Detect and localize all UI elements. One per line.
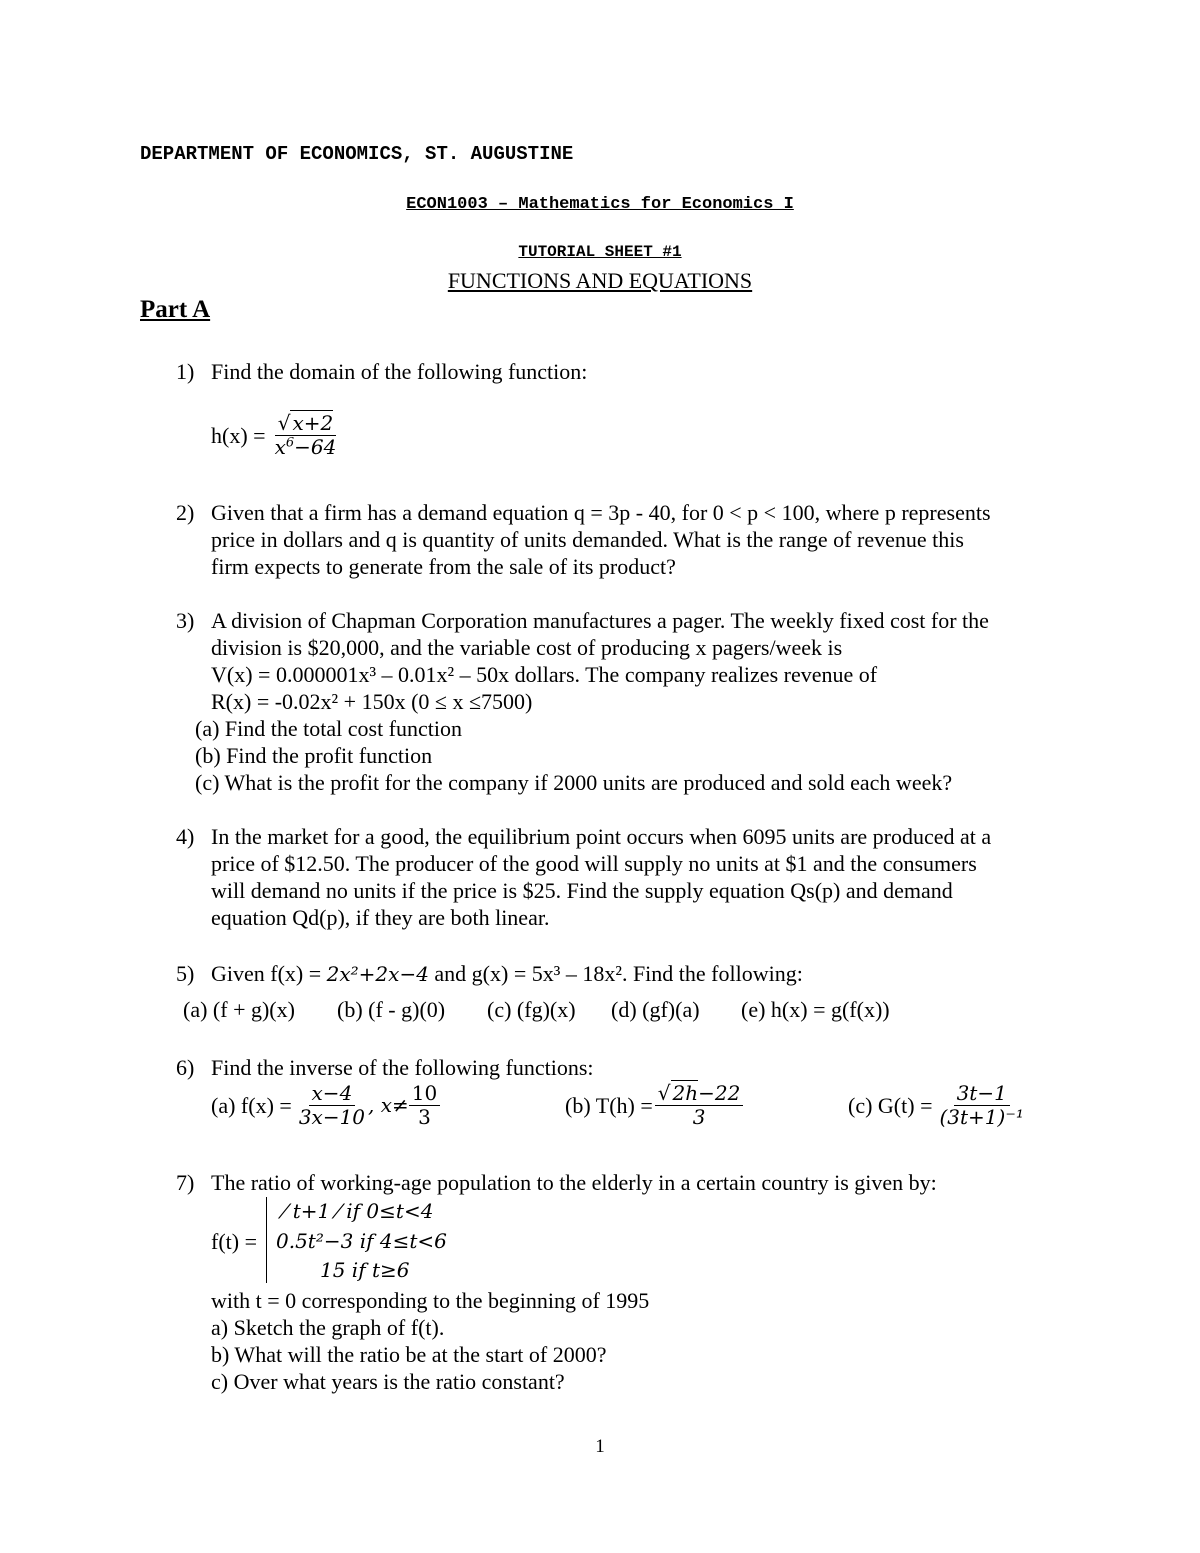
q7-part-b: b) What will the ratio be at the start of 2000?: [211, 1342, 607, 1367]
q5-rest: and g(x) = 5x³ – 18x². Find the following:: [434, 961, 803, 986]
topic-title: FUNCTIONS AND EQUATIONS: [447, 268, 753, 293]
q1-text: Find the domain of the following function:: [211, 359, 588, 384]
q6-c-denominator: (3t+1)⁻¹: [939, 1105, 1024, 1129]
q5-number: 5): [176, 961, 195, 986]
q6-c-formula: [848, 1082, 1027, 1129]
q5-part-e: (e) h(x) = g(f(x)): [741, 997, 890, 1022]
page-number: 1: [595, 1436, 605, 1457]
q7-lhs: f(t) =: [211, 1229, 257, 1254]
q6-a-denominator: 3x−10: [298, 1105, 366, 1129]
q6-b-formula: [565, 1082, 743, 1129]
q7-note: with t = 0 corresponding to the beginning of 1995: [211, 1288, 650, 1313]
q7-part-c: c) Over what years is the ratio constant?: [211, 1369, 565, 1394]
q6-b-denominator: 3: [692, 1105, 706, 1129]
q6-b-num-rest: −22: [698, 1081, 741, 1105]
q3-part-c: (c) What is the profit for the company if 2000 units are produced and sold each week?: [195, 770, 953, 795]
q1-den-base: x: [274, 435, 286, 459]
q1-numerator: x+2: [292, 411, 334, 435]
q6-b-sqrt: 2h: [672, 1081, 699, 1105]
q7-text: The ratio of working-age population to the elderly in a certain country is given by:: [211, 1170, 937, 1195]
q1-den-rest: −64: [294, 435, 337, 459]
q5-part-a: (a) (f + g)(x): [183, 997, 295, 1022]
q6-text: Find the inverse of the following functions:: [211, 1055, 594, 1080]
q2-number: 2): [176, 500, 195, 525]
q6-a-cond-denominator: 3: [418, 1105, 431, 1129]
q3-part-a: (a) Find the total cost function: [195, 716, 462, 741]
q5-part-c: (c) (fg)(x): [487, 997, 576, 1022]
q1-formula: [211, 412, 339, 459]
q6-a-cond-fraction: [409, 1082, 440, 1129]
q3-line-4: R(x) = -0.02x² + 150x (0 ≤ x ≤7500): [211, 689, 533, 714]
q3-number: 3): [176, 608, 195, 633]
q5-given-label: Given f(x) =: [211, 961, 322, 986]
q7-case-1: ⁄ t+1 ⁄ if 0≤t<4: [283, 1199, 434, 1223]
q3-part-b: (b) Find the profit function: [195, 743, 433, 768]
q6-a-condition: , x≠: [368, 1093, 409, 1117]
q4-line-4: equation Qd(p), if they are both linear.: [211, 905, 550, 930]
q1-den-exp: 6: [285, 435, 295, 451]
q2-line-1: Given that a firm has a demand equation q = 3p - 40, for 0 < p < 100, where p represents: [211, 500, 991, 525]
q6-b-lhs: (b) T(h) =: [565, 1093, 653, 1118]
q1-number: 1): [176, 359, 195, 384]
q5-part-b: (b) (f - g)(0): [337, 997, 446, 1022]
q6-b-fraction: $\frac{√ 2h-22}{3}$: [655, 1082, 744, 1129]
q3-line-1: A division of Chapman Corporation manufactures a pager. The weekly fixed cost for the: [211, 608, 989, 633]
q3-line-2: division is $20,000, and the variable cost of producing x pagers/week is: [211, 635, 843, 660]
q7-case-3: 15 if t≥6: [320, 1258, 410, 1282]
q6-a-lhs: (a) f(x) =: [211, 1093, 292, 1118]
q1-fraction: $\frac{√ x+2}{x^6-64}$: [274, 411, 337, 459]
department-heading: DEPARTMENT OF ECONOMICS, ST. AUGUSTINE: [140, 143, 574, 165]
q6-a-fraction: [296, 1082, 368, 1129]
q1-lhs: h(x) =: [211, 423, 266, 448]
q4-line-1: In the market for a good, the equilibrium point occurs when 6095 units are produced at a: [211, 824, 992, 849]
q7-part-a: a) Sketch the graph of f(t).: [211, 1315, 445, 1340]
q6-c-lhs: (c) G(t) =: [848, 1093, 933, 1118]
q6-c-fraction: [936, 1082, 1026, 1129]
q7-number: 7): [176, 1170, 195, 1195]
part-heading: Part A: [140, 296, 211, 323]
q6-c-numerator: 3t−1: [954, 1082, 1010, 1106]
q6-a-cond-numerator: 10: [409, 1082, 440, 1106]
q6-number: 6): [176, 1055, 195, 1080]
q2-line-3: firm expects to generate from the sale of its product?: [211, 554, 676, 579]
q5-part-d: (d) (gf)(a): [611, 997, 700, 1022]
q4-line-3: will demand no units if the price is $25. Find the supply equation Qs(p) and demand: [211, 878, 953, 903]
q5-given: [211, 960, 803, 988]
q6-a-formula: [211, 1082, 440, 1129]
sheet-title: TUTORIAL SHEET #1: [518, 243, 682, 261]
q5-f-expr: 2x²+2x−4: [326, 962, 429, 986]
q4-number: 4): [176, 824, 195, 849]
q3-line-3: V(x) = 0.000001x³ – 0.01x² – 50x dollars. The company realizes revenue of: [211, 662, 878, 687]
q7-case-2: 0.5t²−3 if 4≤t<6: [276, 1229, 447, 1253]
q2-line-2: price in dollars and q is quantity of units demanded. What is the range of revenue this: [211, 527, 964, 552]
q4-line-2: price of $12.50. The producer of the good will supply no units at $1 and the consumers: [211, 851, 977, 876]
q6-a-numerator: x−4: [309, 1082, 356, 1106]
course-title: ECON1003 – Mathematics for Economics I: [406, 195, 794, 214]
